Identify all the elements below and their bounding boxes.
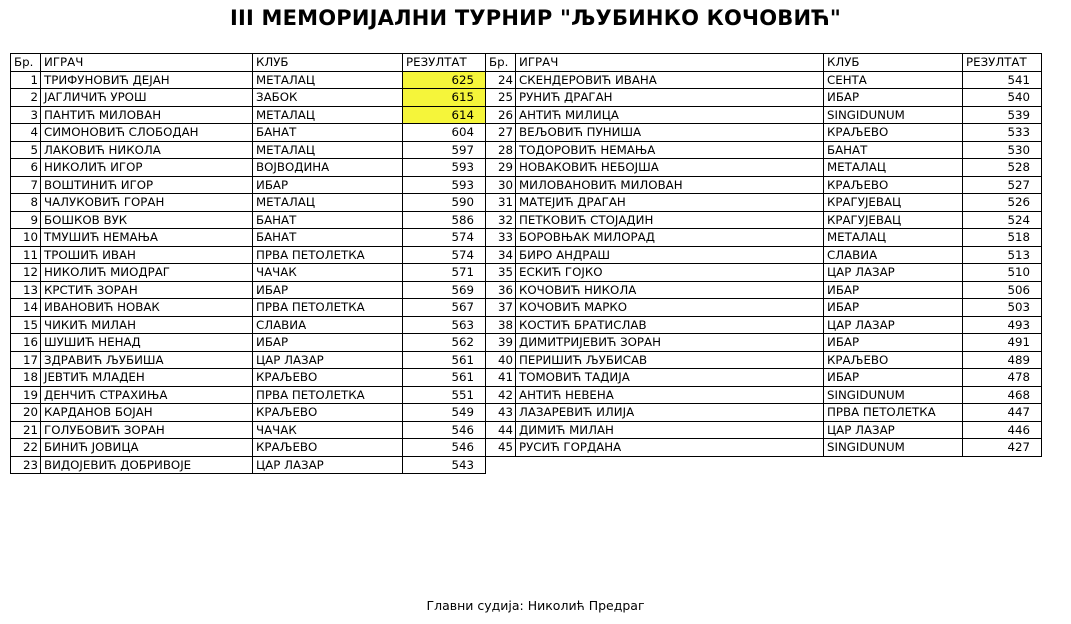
result-cell: 478 (963, 369, 1042, 387)
club-cell: КРАЉЕВО (253, 439, 403, 457)
player-cell: КРСТИЋ ЗОРАН (41, 281, 253, 299)
result-cell: 526 (963, 194, 1042, 212)
rank-cell: 33 (486, 229, 516, 247)
table-row (11, 159, 1042, 177)
table-row (11, 299, 1042, 317)
rank-cell: 20 (11, 404, 41, 422)
table-row (11, 456, 1042, 474)
club-cell: КРАГУЈЕВАЦ (824, 211, 963, 229)
result-cell: 561 (403, 369, 486, 387)
rank-cell: 39 (486, 334, 516, 352)
player-cell: ЛАКОВИЋ НИКОЛА (41, 141, 253, 159)
result-cell: 493 (963, 316, 1042, 334)
club-cell: ЧАЧАК (253, 421, 403, 439)
table-row (11, 141, 1042, 159)
rank-cell: 16 (11, 334, 41, 352)
result-cell: 489 (963, 351, 1042, 369)
result-cell: 546 (403, 439, 486, 457)
result-cell: 562 (403, 334, 486, 352)
club-cell: ИБАР (253, 281, 403, 299)
club-cell: КРАЉЕВО (824, 176, 963, 194)
player-cell: НИКОЛИЋ ИГОР (41, 159, 253, 177)
club-cell: БАНАТ (824, 141, 963, 159)
player-cell: КАРДАНОВ БОЈАН (41, 404, 253, 422)
player-cell: ПЕТКОВИЋ СТОЈАДИН (516, 211, 824, 229)
rank-cell: 38 (486, 316, 516, 334)
result-cell: 491 (963, 334, 1042, 352)
club-cell: СЛАВИА (824, 246, 963, 264)
player-cell: АНТИЋ НЕВЕНА (516, 386, 824, 404)
result-cell: 503 (963, 299, 1042, 317)
result-cell: 571 (403, 264, 486, 282)
player-cell: ТОМОВИЋ ТАДИЈА (516, 369, 824, 387)
club-cell: ЦАР ЛАЗАР (824, 421, 963, 439)
result-cell: 528 (963, 159, 1042, 177)
header-row (11, 54, 1042, 72)
result-cell: 614 (403, 106, 486, 124)
table-row (11, 439, 1042, 457)
player-cell: ЗДРАВИЋ ЉУБИША (41, 351, 253, 369)
rank-cell: 42 (486, 386, 516, 404)
player-cell: ЕСКИЋ ГОЈКО (516, 264, 824, 282)
result-cell: 574 (403, 246, 486, 264)
club-cell: SINGIDUNUM (824, 439, 963, 457)
rank-cell: 44 (486, 421, 516, 439)
result-cell: 551 (403, 386, 486, 404)
rank-cell: 22 (11, 439, 41, 457)
rank-cell: 45 (486, 439, 516, 457)
rank-cell: 29 (486, 159, 516, 177)
table-row (11, 194, 1042, 212)
player-cell: ШУШИЋ НЕНАД (41, 334, 253, 352)
player-cell: БОРОВЊАК МИЛОРАД (516, 229, 824, 247)
rank-cell: 30 (486, 176, 516, 194)
page-title: III МЕМОРИЈАЛНИ ТУРНИР "ЉУБИНКО КОЧОВИЋ" (229, 6, 842, 30)
player-cell: БОШКОВ ВУК (41, 211, 253, 229)
club-cell: МЕТАЛАЦ (824, 229, 963, 247)
table-row (11, 316, 1042, 334)
player-cell: КОЧОВИЋ НИКОЛА (516, 281, 824, 299)
player-cell: ДИМИТРИЈЕВИЋ ЗОРАН (516, 334, 824, 352)
rank-cell: 32 (486, 211, 516, 229)
table-row (11, 229, 1042, 247)
results-table-body (11, 54, 1042, 474)
rank-cell: 3 (11, 106, 41, 124)
player-cell: ЈЕВТИЋ МЛАДЕН (41, 369, 253, 387)
result-cell: 513 (963, 246, 1042, 264)
result-cell: 593 (403, 176, 486, 194)
rank-cell: 41 (486, 369, 516, 387)
rank-cell: 7 (11, 176, 41, 194)
player-cell: МИЛОВАНОВИЋ МИЛОВАН (516, 176, 824, 194)
club-cell: ПРВА ПЕТОЛЕТКА (253, 299, 403, 317)
club-cell: ПРВА ПЕТОЛЕТКА (253, 386, 403, 404)
player-cell: ДЕНЧИЋ СТРАХИЊА (41, 386, 253, 404)
player-cell: ПАНТИЋ МИЛОВАН (41, 106, 253, 124)
club-cell: ИБАР (824, 281, 963, 299)
rank-cell: 17 (11, 351, 41, 369)
result-cell: 590 (403, 194, 486, 212)
player-cell: ЛАЗАРЕВИЋ ИЛИЈА (516, 404, 824, 422)
result-cell: 527 (963, 176, 1042, 194)
player-cell: НИКОЛИЋ МИОДРАГ (41, 264, 253, 282)
club-cell: ПРВА ПЕТОЛЕТКА (824, 404, 963, 422)
rank-cell: 24 (486, 71, 516, 89)
club-cell: КРАЉЕВО (253, 369, 403, 387)
club-cell: ЦАР ЛАЗАР (824, 264, 963, 282)
player-cell: ЧИКИЋ МИЛАН (41, 316, 253, 334)
rank-cell: 12 (11, 264, 41, 282)
table-row (11, 71, 1042, 89)
player-cell: ТОДОРОВИЋ НЕМАЊА (516, 141, 824, 159)
result-cell: 524 (963, 211, 1042, 229)
club-cell: БАНАТ (253, 229, 403, 247)
club-cell: БАНАТ (253, 124, 403, 142)
club-cell: ЦАР ЛАЗАР (253, 456, 403, 474)
player-cell: СИМОНОВИЋ СЛОБОДАН (41, 124, 253, 142)
empty-cell (486, 456, 516, 474)
rank-cell: 28 (486, 141, 516, 159)
club-cell: ИБАР (824, 369, 963, 387)
rank-cell: 9 (11, 211, 41, 229)
result-header: РЕЗУЛТАТ (403, 54, 486, 72)
table-row (11, 334, 1042, 352)
club-cell: ПРВА ПЕТОЛЕТКА (253, 246, 403, 264)
player-cell: ТРИФУНОВИЋ ДЕЈАН (41, 71, 253, 89)
player-cell: АНТИЋ МИЛИЦА (516, 106, 824, 124)
club-header: КЛУБ (253, 54, 403, 72)
result-cell: 533 (963, 124, 1042, 142)
player-cell: РУСИЋ ГОРДАНА (516, 439, 824, 457)
result-cell: 447 (963, 404, 1042, 422)
result-cell: 427 (963, 439, 1042, 457)
rank-cell: 11 (11, 246, 41, 264)
table-row (11, 89, 1042, 107)
table-row (11, 176, 1042, 194)
result-cell: 597 (403, 141, 486, 159)
rank-cell: 15 (11, 316, 41, 334)
player-cell: ИВАНОВИЋ НОВАК (41, 299, 253, 317)
table-row (11, 264, 1042, 282)
rank-header: Бр. (11, 54, 41, 72)
player-cell: ВИДОЈЕВИЋ ДОБРИВОЈЕ (41, 456, 253, 474)
rank-cell: 31 (486, 194, 516, 212)
rank-cell: 4 (11, 124, 41, 142)
club-cell: ЦАР ЛАЗАР (824, 316, 963, 334)
result-cell: 567 (403, 299, 486, 317)
club-cell: КРАЉЕВО (253, 404, 403, 422)
player-cell: ТМУШИЋ НЕМАЊА (41, 229, 253, 247)
table-row (11, 124, 1042, 142)
rank-cell: 43 (486, 404, 516, 422)
club-cell: ИБАР (824, 299, 963, 317)
table-row (11, 386, 1042, 404)
club-cell: СЕНТА (824, 71, 963, 89)
player-header: ИГРАЧ (516, 54, 824, 72)
rank-cell: 10 (11, 229, 41, 247)
club-cell: МЕТАЛАЦ (824, 159, 963, 177)
result-cell: 541 (963, 71, 1042, 89)
club-cell: ИБАР (824, 334, 963, 352)
player-cell: НОВАКОВИЋ НЕБОЈША (516, 159, 824, 177)
club-cell: МЕТАЛАЦ (253, 71, 403, 89)
player-cell: ГОЛУБОВИЋ ЗОРАН (41, 421, 253, 439)
result-cell: 615 (403, 89, 486, 107)
club-cell: СЛАВИА (253, 316, 403, 334)
table-row (11, 351, 1042, 369)
player-cell: БИРО АНДРАШ (516, 246, 824, 264)
club-cell: ВОЈВОДИНА (253, 159, 403, 177)
table-row (11, 369, 1042, 387)
club-cell: SINGIDUNUM (824, 386, 963, 404)
rank-cell: 5 (11, 141, 41, 159)
player-cell: БИНИЋ ЈОВИЦА (41, 439, 253, 457)
result-cell: 510 (963, 264, 1042, 282)
player-cell: ЧАЛУКОВИЋ ГОРАН (41, 194, 253, 212)
rank-cell: 34 (486, 246, 516, 264)
rank-cell: 8 (11, 194, 41, 212)
club-cell: БАНАТ (253, 211, 403, 229)
result-cell: 563 (403, 316, 486, 334)
player-header: ИГРАЧ (41, 54, 253, 72)
table-row (11, 421, 1042, 439)
table-row (11, 404, 1042, 422)
club-cell: КРАЉЕВО (824, 351, 963, 369)
rank-cell: 14 (11, 299, 41, 317)
rank-cell: 36 (486, 281, 516, 299)
player-cell: СКЕНДЕРОВИЋ ИВАНА (516, 71, 824, 89)
club-cell: ЦАР ЛАЗАР (253, 351, 403, 369)
club-header: КЛУБ (824, 54, 963, 72)
club-cell: МЕТАЛАЦ (253, 106, 403, 124)
player-cell: ВОШТИНИЋ ИГОР (41, 176, 253, 194)
chief-judge-note: Главни судија: Николић Предраг (426, 598, 645, 613)
club-cell: SINGIDUNUM (824, 106, 963, 124)
player-cell: КОСТИЋ БРАТИСЛАВ (516, 316, 824, 334)
result-cell: 546 (403, 421, 486, 439)
empty-cell (516, 456, 824, 474)
rank-cell: 23 (11, 456, 41, 474)
result-cell: 468 (963, 386, 1042, 404)
player-cell: МАТЕЈИЋ ДРАГАН (516, 194, 824, 212)
club-cell: ЗАБОК (253, 89, 403, 107)
player-cell: ВЕЉОВИЋ ПУНИША (516, 124, 824, 142)
result-cell: 530 (963, 141, 1042, 159)
result-cell: 543 (403, 456, 486, 474)
rank-cell: 6 (11, 159, 41, 177)
rank-cell: 25 (486, 89, 516, 107)
rank-cell: 26 (486, 106, 516, 124)
result-cell: 604 (403, 124, 486, 142)
club-cell: МЕТАЛАЦ (253, 141, 403, 159)
result-cell: 593 (403, 159, 486, 177)
result-cell: 561 (403, 351, 486, 369)
empty-cell (963, 456, 1042, 474)
rank-cell: 1 (11, 71, 41, 89)
rank-cell: 40 (486, 351, 516, 369)
rank-cell: 18 (11, 369, 41, 387)
club-cell: МЕТАЛАЦ (253, 194, 403, 212)
player-cell: КОЧОВИЋ МАРКО (516, 299, 824, 317)
results-table (10, 53, 1042, 474)
result-cell: 625 (403, 71, 486, 89)
rank-header: Бр. (486, 54, 516, 72)
result-cell: 574 (403, 229, 486, 247)
club-cell: КРАЉЕВО (824, 124, 963, 142)
player-cell: ЈАГЛИЧИЋ УРОШ (41, 89, 253, 107)
rank-cell: 19 (11, 386, 41, 404)
rank-cell: 35 (486, 264, 516, 282)
result-cell: 518 (963, 229, 1042, 247)
club-cell: ИБАР (824, 89, 963, 107)
rank-cell: 13 (11, 281, 41, 299)
result-cell: 539 (963, 106, 1042, 124)
empty-cell (824, 456, 963, 474)
result-cell: 569 (403, 281, 486, 299)
result-header: РЕЗУЛТАТ (963, 54, 1042, 72)
player-cell: РУНИЋ ДРАГАН (516, 89, 824, 107)
result-cell: 446 (963, 421, 1042, 439)
player-cell: ДИМИЋ МИЛАН (516, 421, 824, 439)
table-row (11, 106, 1042, 124)
table-row (11, 246, 1042, 264)
table-row (11, 281, 1042, 299)
club-cell: ИБАР (253, 334, 403, 352)
rank-cell: 37 (486, 299, 516, 317)
table-row (11, 211, 1042, 229)
player-cell: ТРОШИЋ ИВАН (41, 246, 253, 264)
club-cell: ЧАЧАК (253, 264, 403, 282)
result-cell: 586 (403, 211, 486, 229)
result-cell: 540 (963, 89, 1042, 107)
rank-cell: 2 (11, 89, 41, 107)
rank-cell: 27 (486, 124, 516, 142)
result-cell: 506 (963, 281, 1042, 299)
club-cell: ИБАР (253, 176, 403, 194)
player-cell: ПЕРИШИЋ ЉУБИСАВ (516, 351, 824, 369)
club-cell: КРАГУЈЕВАЦ (824, 194, 963, 212)
result-cell: 549 (403, 404, 486, 422)
rank-cell: 21 (11, 421, 41, 439)
